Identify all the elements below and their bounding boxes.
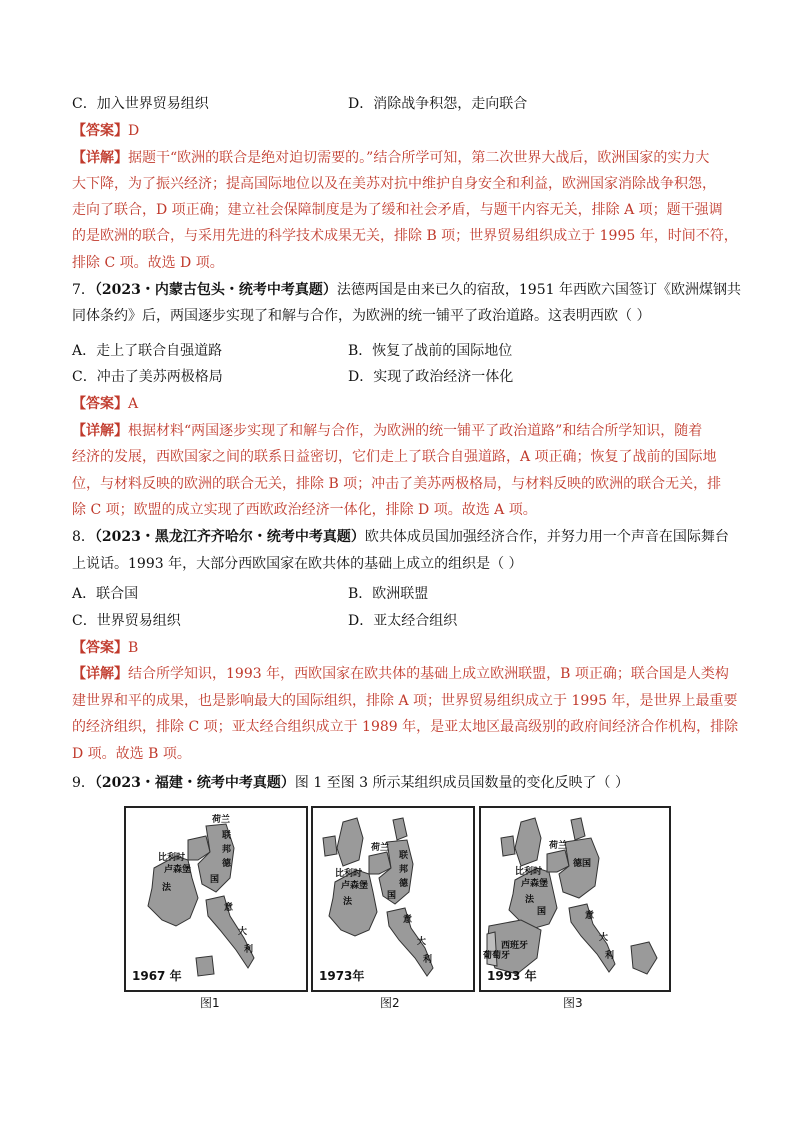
q6-option-d: D．消除战争积怨，走向联合: [348, 96, 528, 112]
label-italy-2: 大: [417, 937, 427, 947]
label-italy-1: 意: [224, 903, 234, 913]
figure-caption-1: 图1: [200, 996, 220, 1010]
q7-detail-line-3: 位，与材料反映的欧洲的联合无关，排除 B 项；冲击了美苏两极格局，与材料反映的欧洲的联合无关，排: [72, 476, 722, 492]
q6-answer: [72, 121, 139, 141]
question-stem: 法德两国是由来已久的宿敌，1951 年西欧六国签订《欧洲煤钢共: [336, 282, 741, 298]
label-germany-1: 联: [399, 851, 409, 861]
answer-tag: 【答案】: [72, 123, 128, 139]
q8-option-b: B．欧洲联盟: [348, 586, 429, 602]
answer-value: D: [128, 123, 140, 139]
label-italy-3: 利: [605, 951, 615, 961]
q6-option-c: C．加入世界贸易组织: [72, 96, 209, 112]
label-italy-1: 意: [585, 911, 595, 921]
label-belgium: 比利时: [158, 853, 186, 863]
label-germany: 德国: [573, 859, 592, 869]
q6-detail-line-1: [72, 148, 709, 168]
answer-value: A: [128, 396, 139, 412]
q7-detail-line-2: 经济的发展，西欧国家之间的联系日益密切，它们走上了联合自强道路，A 项正确；恢复了战前的国际地: [72, 449, 717, 465]
q8-option-d: D．亚太经合组织: [348, 613, 458, 629]
q6-detail-line-3: 走向了联合，D 项正确；建立社会保障制度是为了缓和社会矛盾，与题干内容无关，排除 A 项；题干强调: [72, 202, 723, 218]
question-source: （2023・内蒙古包头・统考中考真题）: [94, 282, 337, 298]
answer-tag: 【答案】: [72, 640, 128, 656]
label-germany-3: 德: [399, 879, 409, 889]
uk-shape: [515, 818, 541, 866]
detail-text: 结合所学可知，第二次世界大战后，欧洲国家的实力大: [373, 150, 710, 166]
figure-caption-3: 图3: [563, 996, 583, 1010]
label-france: 法: [525, 895, 535, 905]
q7-detail-line-4: 除 C 项；欧盟的成立实现了西欧政治经济一体化，排除 D 项。故选 A 项。: [72, 502, 537, 518]
q6-detail-line-5: 排除 C 项。故选 D 项。: [72, 255, 224, 271]
map-figure-1: [124, 806, 308, 992]
greece-shape: [631, 942, 657, 974]
q7-option-d: D．实现了政治经济一体化: [348, 369, 514, 385]
q8-detail-line-2: 建世界和平的成果，也是影响最大的国际组织，排除 A 项；世界贸易组织成立于 1995 年，是世界上最重要: [72, 693, 738, 709]
label-germany-2: 邦: [222, 845, 232, 855]
label-spain: 西班牙: [501, 941, 529, 951]
question-number: 9．: [72, 775, 95, 791]
label-germany-4: 国: [210, 875, 220, 885]
question-source: （2023・福建・统考中考真题）: [94, 775, 295, 791]
label-italy-2: 大: [238, 927, 248, 937]
q7-option-c: C．冲击了美苏两极格局: [72, 369, 223, 385]
label-france: 法: [162, 883, 172, 893]
q7-stem-line-1: [72, 280, 741, 300]
detail-tag: 【详解】: [72, 666, 128, 682]
q8-option-c: C．世界贸易组织: [72, 613, 181, 629]
q8-detail-line-3: 的经济组织，排除 C 项；亚太经合组织成立于 1989 年，是亚太地区最高级别的政府间经济合作机构，排除: [72, 719, 739, 735]
label-germany-4: 国: [387, 891, 397, 901]
q6-detail-line-2: 大下降，为了振兴经济；提高国际地位以及在美苏对抗中维护自身安全和利益，欧洲国家消除战争积怨，: [72, 176, 716, 192]
q8-stem-line-1: [72, 527, 729, 547]
answer-tag: 【答案】: [72, 396, 128, 412]
label-italy-2: 大: [599, 933, 609, 943]
france-shape: [329, 870, 377, 936]
question-number: 7．: [72, 282, 95, 298]
denmark-shape: [393, 818, 407, 840]
label-belgium: 比利时: [515, 867, 543, 877]
label-belgium: 比利时: [335, 869, 363, 879]
q8-detail-line-1: [72, 664, 729, 684]
sicily-shape: [196, 956, 214, 976]
q8-option-a: A．联合国: [72, 586, 139, 602]
europe-map-1973: [313, 808, 473, 990]
detail-text: 根据材料“两国逐步实现了和解与合作，为欧洲的统一铺平了政治道路”和结合所学知识，随着: [128, 423, 703, 439]
ireland-shape: [323, 836, 337, 856]
detail-text: 结合所学知识，1993 年，西欧国家在欧共体的基础上成立欧洲联盟，B 项正确；联合国是人类构: [128, 666, 729, 682]
label-netherlands: 荷兰: [549, 841, 568, 851]
label-netherlands: 荷兰: [371, 843, 390, 853]
q8-detail-line-4: D 项。故选 B 项。: [72, 746, 191, 762]
label-netherlands: 荷兰: [212, 815, 231, 825]
uk-shape: [337, 818, 363, 866]
detail-quote: 据题干“欧洲的联合是绝对迫切需要的。”: [128, 150, 374, 166]
label-france-2: 国: [537, 907, 547, 917]
label-luxembourg: 卢森堡: [341, 881, 369, 891]
figure-caption-2: 图2: [380, 996, 400, 1010]
q7-detail-line-1: [72, 421, 702, 441]
q6-detail-line-4: 的是欧洲的联合，与采用先进的科学技术成果无关，排除 B 项；世界贸易组织成立于 1995 年，时间不符，: [72, 228, 738, 244]
label-germany-3: 德: [222, 859, 232, 869]
label-france: 法: [343, 897, 353, 907]
label-portugal: 葡萄牙: [483, 951, 511, 961]
figure-year: 1993 年: [487, 969, 537, 983]
figure-year: 1967 年: [132, 969, 182, 983]
q7-option-a: A．走上了联合自强道路: [72, 343, 223, 359]
answer-value: B: [128, 640, 139, 656]
q7-option-b: B．恢复了战前的国际地位: [348, 343, 513, 359]
question-stem: 欧共体成员国加强经济合作，并努力用一个声音在国际舞台: [364, 529, 729, 545]
map-figure-3: [479, 806, 671, 992]
detail-tag: 【详解】: [72, 423, 128, 439]
q8-answer: [72, 638, 138, 658]
label-luxembourg: 卢森堡: [164, 865, 192, 875]
label-italy-3: 利: [244, 945, 254, 955]
label-italy-1: 意: [403, 915, 413, 925]
question-number: 8．: [72, 529, 95, 545]
europe-map-1967: [126, 808, 306, 990]
label-germany-2: 邦: [399, 865, 409, 875]
question-source: （2023・黑龙江齐齐哈尔・统考中考真题）: [94, 529, 365, 545]
label-germany-1: 联: [222, 831, 232, 841]
q8-stem-line-2: 上说话。1993 年，大部分西欧国家在欧共体的基础上成立的组织是（ ）: [72, 556, 523, 572]
ireland-shape: [501, 836, 515, 856]
map-figure-2: [311, 806, 475, 992]
figure-year: 1973年: [319, 969, 365, 983]
q7-answer: [72, 394, 138, 414]
detail-tag: 【详解】: [72, 150, 128, 166]
denmark-shape: [571, 818, 585, 840]
label-italy-3: 利: [423, 955, 433, 965]
europe-map-1993: [481, 808, 669, 990]
question-stem: 图 1 至图 3 所示某组织成员国数量的变化反映了（ ）: [294, 775, 629, 791]
label-luxembourg: 卢森堡: [521, 879, 549, 889]
q7-stem-line-2: 同体条约》后，两国逐步实现了和解与合作，为欧洲的统一铺平了政治道路。这表明西欧（ ）: [72, 308, 651, 324]
q9-stem: [72, 773, 629, 793]
